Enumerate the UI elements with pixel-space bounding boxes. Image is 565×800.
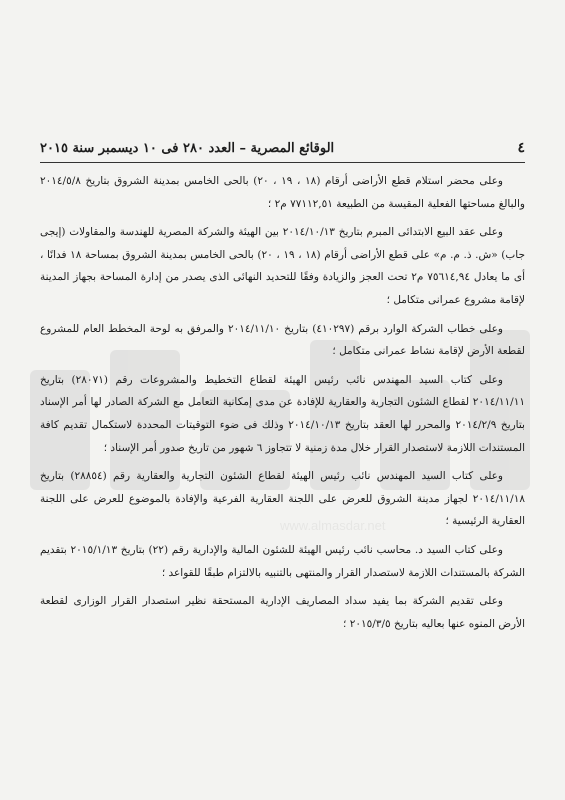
paragraph: وعلى عقد البيع الابتدائى المبرم بتاريخ ٢٠١٤/١٠/١٣ بين الهيئة والشركة المصرية للهندسة والمقاولات (إيجى جاب) «ش. ذ. م. م» على قطع الأراضى أرقام (١٨ ، ١٩ ، ٢٠) بالحى الخامس بمدينة الشروق بمساحة ١٨ فدانًا ، أى ما يعادل ٧٥٦١٤,٩٤ م٢ تحت العجز والزيادة وفقًا للتحديد النهائى الذى يصدر من إدارة المساحة بجهاز المدينة لإقامة مشروع عمرانى متكامل ؛ xyxy=(40,226,526,306)
page-number: ٤ xyxy=(517,140,525,156)
paragraph: وعلى كتاب السيد المهندس نائب رئيس الهيئة لقطاع التخطيط والمشروعات رقم (٢٨٠٧١) بتاريخ ٢٠١٤/١١/١١ لقطاع الشئون التجارية والعقارية للإفادة عن مدى إمكانية التعامل مع الشركة الصادر لها أمر الإسناد بتاريخ ٢٠١٤/٢/٩ والمحرر لها العقد بتاريخ ٢٠١٤/١٠/١٣ وذلك فى ضوء التوقيتات المحددة لاستكمال تقديم كافة المستندات اللازمة لاستصدار القرار خلال مدة زمنية لا تتجاوز ٦ شهور من تاريخ صدور أمر الإسناد ؛ xyxy=(40,373,525,454)
paragraph: وعلى خطاب الشركة الوارد برقم (٤١٠٢٩٧) بتاريخ ٢٠١٤/١١/١٠ والمرفق به لوحة المخطط العام للمشروع لقطعة الأرض لإقامة نشاط عمرانى متكامل ؛ xyxy=(40,322,525,358)
header-divider xyxy=(40,162,525,163)
paragraph: وعلى كتاب السيد المهندس نائب رئيس الهيئة لقطاع الشئون التجارية والعقارية رقم (٢٨٨٥٤) بتاريخ ٢٠١٤/١١/١٨ لجهاز مدينة الشروق للعرض على اللجنة العقارية الفرعية والإفادة بالموضوع للعرض على اللجنة العقارية الرئيسية ؛ xyxy=(40,470,525,528)
paragraph: وعلى محضر استلام قطع الأراضى أرقام (١٨ ، ١٩ ، ٢٠) بالحى الخامس بمدينة الشروق بتاريخ ٢٠١٤/٥/٨ والبالغ مساحتها الفعلية المقيسة من الطبيعة ٧٧١١٢,٥١ م٢ ؛ xyxy=(40,175,525,210)
document-body xyxy=(40,170,525,641)
page-header xyxy=(40,136,525,160)
watermark-url: www.almasdar.net xyxy=(280,518,386,533)
paragraph: وعلى تقديم الشركة بما يفيد سداد المصاريف الإدارية المستحقة نظير استصدار القرار الوزارى لقطعة الأرض المنوه عنها بعاليه بتاريخ ٢٠١٥/٣/٥ ؛ xyxy=(40,595,525,630)
paragraph: وعلى كتاب السيد د. محاسب نائب رئيس الهيئة للشئون المالية والإدارية رقم (٢٢) بتاريخ ٢٠١٥/١/١٣ بتقديم الشركة بالمستندات اللازمة لاستصدار القرار والمنتهى بالتنبيه بالالتزام طبقًا للقواعد ؛ xyxy=(40,543,525,579)
header-title: الوقائع المصرية – العدد ٢٨٠ فى ١٠ ديسمبر سنة ٢٠١٥ xyxy=(40,140,335,156)
